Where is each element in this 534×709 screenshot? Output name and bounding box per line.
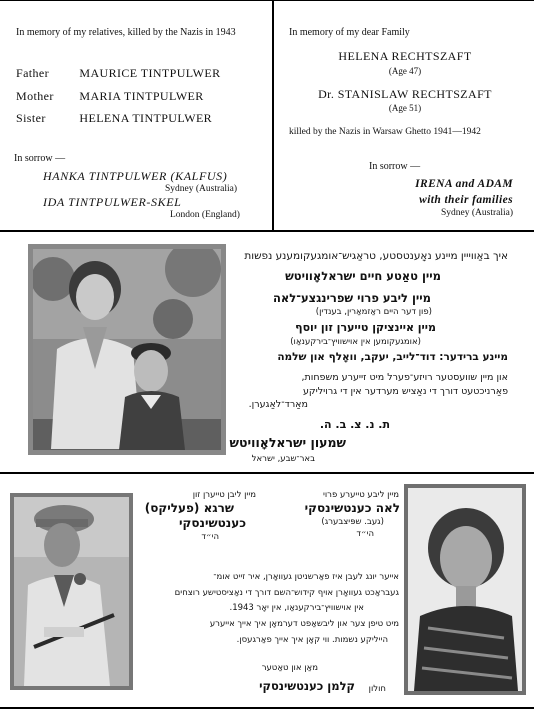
bottom-body-line-4: מיט טיפן צער און ליבשאַפט דערמאָן איך אייך אייערע — [209, 619, 399, 629]
hebrew-line-2: מיין טאַטע חיים ישראלאָוויטש — [285, 269, 441, 283]
left-header-label: מיין ליבן טייערן זון — [192, 490, 256, 500]
relative-name: MAURICE TINTPULWER — [79, 66, 221, 80]
divider-middle-bottom — [0, 472, 534, 474]
photo-boy — [14, 497, 129, 686]
bottom-body-line-2: געבראַכט געוואָרן אויף קידוש־השם דורך די נאַציסטישע רוצחים — [174, 588, 399, 598]
hebrew-line-7: מיינע ברידער: דוד־לייב, יעקב, וואָלף און שלמה — [277, 351, 508, 363]
right-hyd: הי״ד — [356, 529, 374, 539]
bottom-signer-place: חולון — [368, 684, 386, 694]
bottom-body-line-5: הייליקע נשמות. ווי קאָן איך אייך פאַרגעסן. — [236, 635, 388, 645]
memorial-intro-rechtszaft: In memory of my dear Family — [289, 27, 410, 38]
person-name: HELENA RECHTSZAFT — [338, 49, 472, 63]
bottom-signer-name: קלמן כענטשינסקי — [259, 679, 355, 693]
mourner-name: IRENA and ADAM — [415, 178, 513, 190]
bottom-body-line-3: אין אוישוויץ־בירקענאַו, אין יאָר 1943. — [229, 603, 364, 613]
photo-boy-image — [14, 497, 129, 686]
hebrew-line-8: און מיין שוועסטער רויזע־פערל מיט זייערע משפחות, — [301, 372, 508, 383]
mourner-name: HANKA TINTPULWER (KALFUS) — [43, 169, 228, 183]
relative-role: Mother — [16, 89, 54, 103]
relative-father — [16, 66, 221, 81]
photo-mother-son — [33, 249, 221, 450]
hebrew-line-9: פאַרניכטעט דורך די נאַציש מערדער אין די גרויליקע — [302, 386, 508, 397]
photo-mother-son-image — [33, 249, 221, 450]
relative-name: HELENA TINTPULWER — [79, 111, 213, 125]
photo-woman — [408, 488, 522, 691]
bottom-closing-label: מאַן און טאַטער — [261, 663, 318, 673]
right-header-label: מיין ליבע טייערע פרוי — [322, 490, 399, 500]
hebrew-line-6: (אומגעקומען אין אוישוויץ־בירקענאַו) — [290, 337, 421, 347]
right-deceased-name: לאה כענטשינסקי — [304, 501, 400, 515]
hebrew-line-5: מיין איינציקן טייערן זון יוסף — [295, 321, 436, 334]
middle-signer-name: שמעון ישראלאָוויטש — [229, 435, 346, 450]
killed-statement: killed by the Nazis in Warsaw Ghetto 1941—1942 — [289, 127, 481, 137]
mourner-place: Sydney (Australia) — [440, 208, 513, 218]
mourner-place: Sydney (Australia) — [165, 184, 238, 194]
mourner-place: London (England) — [170, 210, 240, 220]
person-age: (Age 47) — [388, 66, 422, 76]
hebrew-line-1: איך באַווייין מיינע נאָענטסטע, טראַגיש־אומגעקומענע נפשות — [244, 250, 508, 262]
hebrew-line-3: מיין ליבע פרוי שפרינגצע־לאה — [272, 291, 431, 305]
divider-top-middle — [0, 230, 534, 232]
hebrew-line-4: (פון דער היים ראַזמאַרין, בענדין) — [315, 307, 432, 317]
mourner-families: with their families — [419, 194, 513, 206]
right-deceased-maiden: (געב. שפּיצבערג) — [321, 517, 384, 527]
relative-role: Sister — [16, 111, 46, 125]
person-name: Dr. STANISLAW RECHTSZAFT — [318, 87, 492, 101]
left-deceased-surname: כענטשינסקי — [179, 516, 246, 530]
bottom-body-line-1: אייער יונג לעבן איז פאַרשניטן געוואָרן, איר זייט אומ־ — [213, 572, 399, 582]
left-deceased-name: שרגא (פעליקס) — [144, 501, 234, 515]
relative-mother — [16, 89, 204, 104]
photo-woman-image — [408, 488, 522, 691]
hebrew-acronym-tnzbh: ת. נ. צ. ב. ה. — [319, 418, 390, 431]
relative-sister — [16, 111, 212, 126]
hebrew-line-10: מאַרד־לאַגערן. — [248, 399, 308, 410]
left-hyd: הי״ד — [201, 532, 219, 542]
memorial-intro-tintpulwer: In memory of my relatives, killed by the Nazis in 1943 — [16, 27, 236, 38]
in-sorrow-label: In sorrow — — [369, 161, 421, 172]
relative-role: Father — [16, 66, 50, 80]
mourner-name: IDA TINTPULWER-SKEL — [43, 195, 182, 209]
top-center-divider — [272, 0, 274, 230]
middle-signer-place: באר־שבע, ישראל — [251, 454, 315, 464]
person-age: (Age 51) — [388, 103, 422, 113]
top-border — [0, 0, 534, 1]
in-sorrow-label: In sorrow — — [14, 153, 66, 164]
relative-name: MARIA TINTPULWER — [79, 89, 204, 103]
